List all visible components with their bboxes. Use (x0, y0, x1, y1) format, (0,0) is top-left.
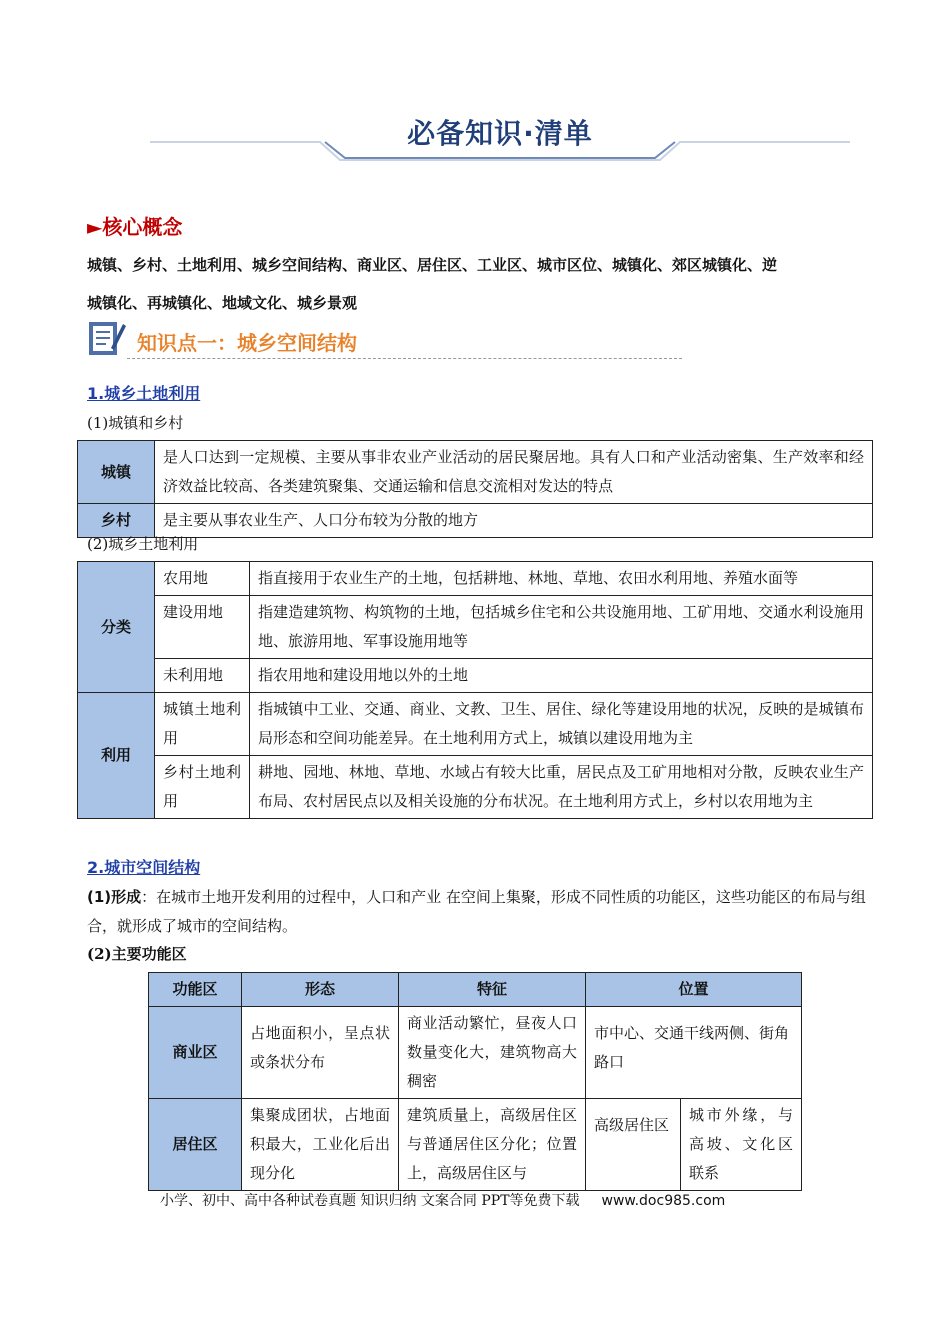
group-label: 分类 (78, 562, 155, 693)
row-name: 农用地 (155, 562, 250, 596)
zone-form: 占地面积小，呈点状或条状分布 (242, 1007, 399, 1099)
table-row (78, 756, 873, 819)
core-concepts-line: 城镇化、再城镇化、地域文化、城乡景观 (87, 294, 358, 312)
section-banner (150, 100, 850, 170)
core-concepts-list (87, 246, 872, 322)
row-name: 建设用地 (155, 596, 250, 659)
row-label: 城镇 (78, 441, 155, 504)
table-row (78, 441, 873, 504)
row-label: 乡村 (78, 504, 155, 538)
town-village-table (77, 440, 873, 538)
page-footer (160, 1190, 725, 1210)
zone-label: 居住区 (149, 1099, 242, 1191)
column-header: 功能区 (149, 973, 242, 1007)
zone-form: 集聚成团状，占地面积最大，工业化后出现分化 (242, 1099, 399, 1191)
row-text: 指农用地和建设用地以外的土地 (250, 659, 873, 693)
column-header: 特征 (399, 973, 586, 1007)
section-title: 2.城市空间结构 (87, 858, 201, 877)
row-text: 耕地、园地、林地、草地、水域占有较大比重，居民点及工矿用地相对分散，反映农业生产布局、农村居民点以及相关设施的分布状况。在土地利用方式上，乡村以农用地为主 (250, 756, 873, 819)
subsection-title: (2)城乡土地利用 (87, 535, 199, 553)
row-text: 指建造建筑物、构筑物的土地，包括城乡住宅和公共设施用地、工矿用地、交通水利设施用地、旅游用地、军事设施用地等 (250, 596, 873, 659)
notebook-pencil-icon (87, 318, 127, 358)
table-row (149, 1099, 802, 1191)
row-text: 指直接用于农业生产的土地，包括耕地、林地、草地、农田水利用地、养殖水面等 (250, 562, 873, 596)
table-row (149, 1007, 802, 1099)
formation-label: (1)形成 (87, 888, 142, 906)
zone-feature: 商业活动繁忙，昼夜人口数量变化大，建筑物高大稠密 (399, 1007, 586, 1099)
dashed-divider (127, 358, 682, 359)
row-text: 是主要从事农业生产、人口分布较为分散的地方 (155, 504, 873, 538)
table-row (78, 562, 873, 596)
subsection-title: (2)主要功能区 (87, 945, 187, 963)
core-concepts-heading: ►核心概念 (87, 215, 183, 239)
row-name: 乡村土地利用 (155, 756, 250, 819)
zone-location: 城市外缘，与高坡、文化区联系 (681, 1099, 802, 1191)
zone-feature: 建筑质量上，高级居住区与普通居住区分化；位置上，高级居住区与 (399, 1099, 586, 1191)
column-header: 位置 (586, 973, 802, 1007)
knowledge-point-header (87, 318, 682, 362)
row-name: 未利用地 (155, 659, 250, 693)
table-header-row (149, 973, 802, 1007)
formation-text: ：在城市土地开发利用的过程中，人口和产业 在空间上集聚，形成不同性质的功能区，这些功能区的布局与组合，就形成了城市的空间结构。 (87, 888, 866, 935)
zone-label: 商业区 (149, 1007, 242, 1099)
table-row (78, 693, 873, 756)
subsection-title: (1)城镇和乡村 (87, 414, 184, 432)
core-concepts-line: 城镇、乡村、土地利用、城乡空间结构、商业区、居住区、工业区、城市区位、城镇化、郊区城镇化、逆 (87, 256, 778, 274)
banner-title: 必备知识·清单 (407, 117, 593, 150)
functional-zones-table (148, 972, 802, 1191)
knowledge-point-title: 知识点一：城乡空间结构 (137, 331, 357, 355)
row-text: 是人口达到一定规模、主要从事非农业产业活动的居民聚居地。具有人口和产业活动密集、生产效率和经济效益比较高、各类建筑聚集、交通运输和信息交流相对发达的特点 (155, 441, 873, 504)
footer-text: 小学、初中、高中各种试卷真题 知识归纳 文案合同 PPT等免费下载 (160, 1193, 580, 1209)
footer-url[interactable]: www.doc985.com (601, 1193, 726, 1209)
group-label: 利用 (78, 693, 155, 819)
column-header: 形态 (242, 973, 399, 1007)
row-name: 城镇土地利用 (155, 693, 250, 756)
land-use-table (77, 561, 873, 819)
zone-location: 市中心、交通干线两侧、街角路口 (586, 1007, 802, 1099)
table-row (78, 659, 873, 693)
table-row (78, 596, 873, 659)
row-text: 指城镇中工业、交通、商业、文教、卫生、居住、绿化等建设用地的状况，反映的是城镇布局形态和空间功能差异。在土地利用方式上，城镇以建设用地为主 (250, 693, 873, 756)
formation-paragraph (87, 883, 872, 941)
section-title: 1.城乡土地利用 (87, 384, 201, 403)
zone-location-sub: 高级居住区 (586, 1099, 681, 1191)
